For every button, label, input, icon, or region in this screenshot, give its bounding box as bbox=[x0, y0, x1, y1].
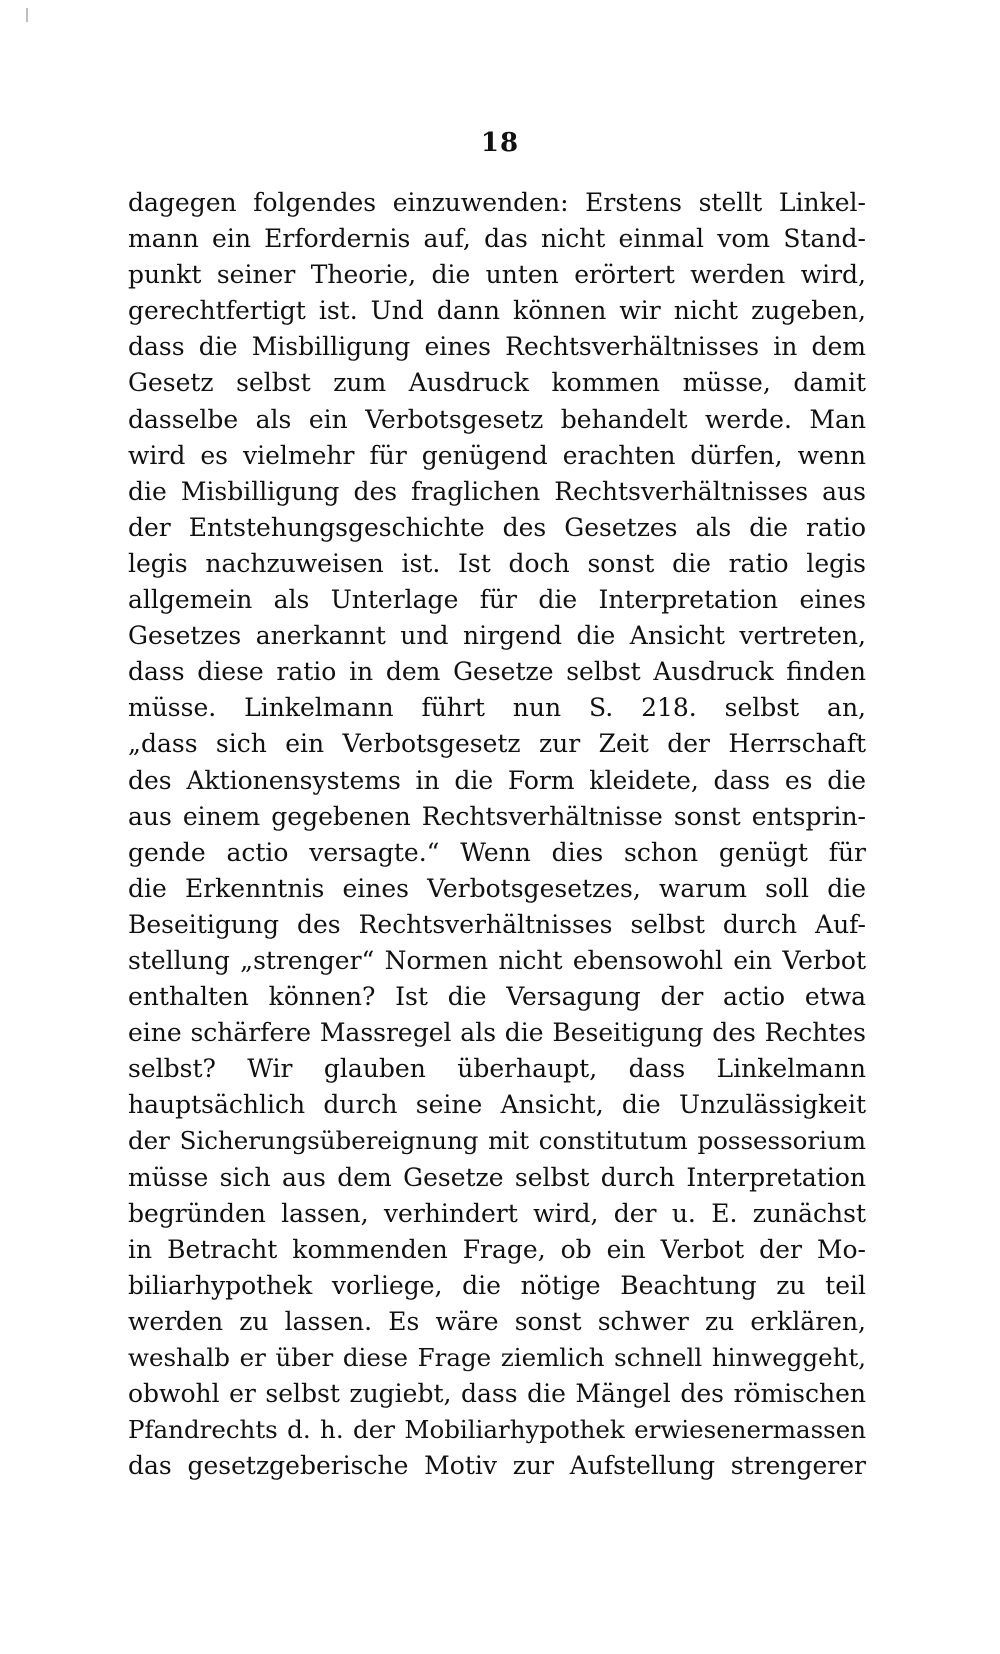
text-line: „dass sich ein Verbotsgesetz zur Zeit der Herrschaft bbox=[128, 729, 866, 759]
text-line: in Betracht kommenden Frage, ob ein Verbot der Mo- bbox=[128, 1234, 866, 1264]
text-line: müsse. Linkelmann führt nun S. 218. selbst an, bbox=[128, 693, 866, 723]
text-line: stellung „strenger“ Normen nicht ebensowohl ein Verbot bbox=[128, 945, 866, 975]
text-line: punkt seiner Theorie, die unten erörtert werden wird, bbox=[128, 260, 866, 290]
text-line: enthalten können? Ist die Versagung der actio etwa bbox=[128, 982, 866, 1012]
text-line: werden zu lassen. Es wäre sonst schwer zu erklären, bbox=[128, 1306, 866, 1336]
page-number: 18 bbox=[480, 128, 520, 158]
text-line: eine schärfere Massregel als die Beseitigung des Rechtes bbox=[128, 1018, 866, 1048]
text-line: dass die Misbilligung eines Rechtsverhältnisses in dem bbox=[128, 332, 866, 362]
text-line: das gesetzgeberische Motiv zur Aufstellung strengerer bbox=[128, 1451, 866, 1481]
text-line: weshalb er über diese Frage ziemlich schnell hinweggeht, bbox=[128, 1343, 866, 1372]
text-line: Pfandrechts d. h. der Mobiliarhypothek erwiesenermassen bbox=[128, 1415, 866, 1445]
text-line: die Misbilligung des fraglichen Rechtsverhältnisses aus bbox=[128, 476, 866, 506]
text-line: aus einem gegebenen Rechtsverhältnisse sonst entsprin- bbox=[128, 801, 866, 831]
text-line: der Entstehungsgeschichte des Gesetzes als die ratio bbox=[128, 512, 866, 542]
scan-edge-mark bbox=[26, 8, 28, 22]
body-text bbox=[128, 185, 866, 1484]
text-line: legis nachzuweisen ist. Ist doch sonst die ratio legis bbox=[128, 548, 866, 578]
text-line: selbst? Wir glauben überhaupt, dass Linkelmann bbox=[128, 1054, 866, 1084]
text-line: obwohl er selbst zugiebt, dass die Mängel des römischen bbox=[128, 1379, 866, 1409]
text-line: allgemein als Unterlage für die Interpretation eines bbox=[128, 585, 866, 615]
text-line: gerechtfertigt ist. Und dann können wir nicht zugeben, bbox=[128, 296, 866, 326]
text-line: gende actio versagte.“ Wenn dies schon genügt für bbox=[128, 837, 866, 867]
text-line: der Sicherungsübereignung mit constitutum possessorium bbox=[128, 1126, 866, 1156]
text-line: dagegen folgendes einzuwenden: Erstens stellt Linkel- bbox=[128, 188, 866, 217]
text-line: Gesetz selbst zum Ausdruck kommen müsse, damit bbox=[128, 368, 866, 398]
text-line: müsse sich aus dem Gesetze selbst durch Interpretation bbox=[128, 1162, 866, 1192]
text-line: begründen lassen, verhindert wird, der u. E. zunächst bbox=[128, 1198, 866, 1228]
text-line: Beseitigung des Rechtsverhältnisses selbst durch Auf- bbox=[128, 909, 866, 939]
text-line: Gesetzes anerkannt und nirgend die Ansicht vertreten, bbox=[128, 621, 866, 651]
text-line: dasselbe als ein Verbotsgesetz behandelt werde. Man bbox=[128, 404, 866, 434]
text-line: mann ein Erfordernis auf, das nicht einmal vom Stand- bbox=[128, 224, 866, 254]
text-line: biliarhypothek vorliege, die nötige Beachtung zu teil bbox=[128, 1270, 866, 1300]
text-line: die Erkenntnis eines Verbotsgesetzes, warum soll die bbox=[128, 873, 866, 903]
text-line: wird es vielmehr für genügend erachten dürfen, wenn bbox=[128, 440, 866, 470]
text-line: dass diese ratio in dem Gesetze selbst Ausdruck finden bbox=[128, 657, 866, 687]
text-line: hauptsächlich durch seine Ansicht, die Unzulässigkeit bbox=[128, 1090, 866, 1120]
text-line: des Aktionensystems in die Form kleidete, dass es die bbox=[128, 765, 866, 795]
